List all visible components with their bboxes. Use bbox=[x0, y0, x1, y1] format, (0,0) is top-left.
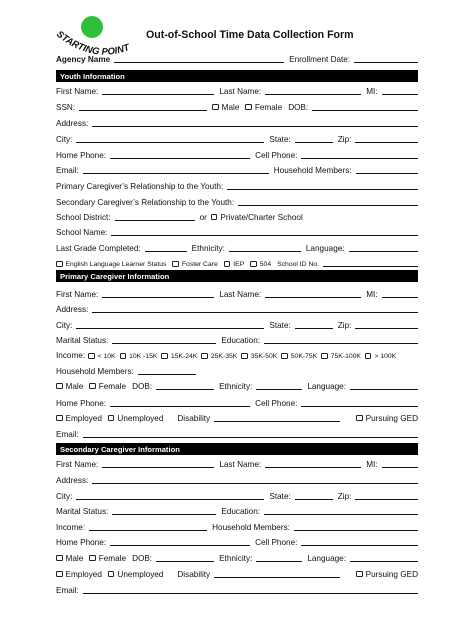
primary-household-members-field[interactable] bbox=[138, 366, 196, 375]
secondary-address-row bbox=[56, 473, 418, 485]
youth-phone-row bbox=[56, 148, 418, 160]
primary-caregiver-header: Primary Caregiver Information bbox=[56, 270, 418, 282]
foster-care-label: Foster Care bbox=[181, 260, 218, 268]
household-members-label: Household Members: bbox=[56, 367, 134, 376]
grade-row bbox=[56, 241, 418, 253]
unemployed-label: Unemployed bbox=[117, 570, 164, 579]
last-name-label: Last Name: bbox=[219, 290, 262, 299]
or-label: or bbox=[199, 213, 207, 222]
city-label: City: bbox=[56, 492, 73, 501]
secondary-home-phone-field[interactable] bbox=[110, 537, 250, 546]
primary-zip-field[interactable] bbox=[355, 320, 418, 329]
education-label: Education: bbox=[221, 507, 261, 516]
income-option[interactable] bbox=[201, 353, 237, 361]
secondary-mi-field[interactable] bbox=[382, 459, 418, 468]
ethnicity-label: Ethnicity: bbox=[219, 382, 253, 391]
pursuing-ged-label: Pursuing GED bbox=[365, 570, 418, 579]
primary-home-phone-field[interactable] bbox=[110, 398, 250, 407]
last-name-label: Last Name: bbox=[219, 460, 262, 469]
youth-home-phone-field[interactable] bbox=[110, 150, 250, 159]
income-option[interactable] bbox=[161, 353, 197, 361]
email-label: Email: bbox=[56, 166, 79, 175]
private-charter-checkbox[interactable] bbox=[211, 214, 218, 221]
secondary-marital-status-field[interactable] bbox=[112, 506, 216, 515]
secondary-email-field[interactable] bbox=[83, 585, 418, 594]
youth-city-row bbox=[56, 132, 418, 144]
secondary-state-field[interactable] bbox=[295, 491, 333, 500]
first-name-label: First Name: bbox=[56, 290, 99, 299]
secondary-zip-field[interactable] bbox=[355, 491, 418, 500]
zip-label: Zip: bbox=[337, 321, 352, 330]
secondary-income-row bbox=[56, 520, 418, 532]
school-district-field[interactable] bbox=[115, 212, 195, 221]
cell-phone-label: Cell Phone: bbox=[255, 538, 298, 547]
primary-name-row bbox=[56, 287, 418, 299]
ell-label: English Language Learner Status bbox=[65, 260, 167, 268]
dob-label: DOB: bbox=[132, 382, 153, 391]
zip-label: Zip: bbox=[337, 135, 352, 144]
agency-name-label: Agency Name bbox=[56, 55, 111, 64]
secondary-household-members-field[interactable] bbox=[294, 522, 418, 531]
primary-cell-phone-field[interactable] bbox=[301, 398, 418, 407]
zip-label: Zip: bbox=[337, 492, 352, 501]
income-option-label: < 10K bbox=[97, 352, 116, 360]
youth-email-field[interactable] bbox=[83, 165, 269, 174]
primary-email-field[interactable] bbox=[83, 429, 418, 438]
income-label: Income: bbox=[56, 523, 86, 532]
primary-phone-row bbox=[56, 396, 418, 408]
mi-label: MI: bbox=[366, 290, 378, 299]
male-checkbox[interactable] bbox=[56, 383, 63, 390]
language-label: Language: bbox=[307, 382, 347, 391]
school-id-field[interactable] bbox=[323, 258, 418, 267]
mi-label: MI: bbox=[366, 460, 378, 469]
primary-first-name-field[interactable] bbox=[102, 289, 214, 298]
primary-employment-row bbox=[56, 411, 418, 423]
primary-address-row bbox=[56, 302, 418, 314]
primary-relationship-label: Primary Caregiver’s Relationship to the Youth: bbox=[56, 182, 224, 191]
dob-label: DOB: bbox=[288, 103, 309, 112]
male-label: Male bbox=[65, 554, 84, 563]
income-option-label: 10K -15K bbox=[129, 352, 158, 360]
youth-cell-phone-field[interactable] bbox=[301, 150, 418, 159]
state-label: State: bbox=[269, 135, 291, 144]
primary-address-field[interactable] bbox=[92, 304, 418, 313]
income-option[interactable] bbox=[88, 353, 115, 361]
youth-city-field[interactable] bbox=[76, 134, 264, 143]
secondary-language-field[interactable] bbox=[350, 553, 418, 562]
language-label: Language: bbox=[305, 244, 345, 253]
city-label: City: bbox=[56, 321, 73, 330]
cell-phone-label: Cell Phone: bbox=[255, 399, 298, 408]
secondary-employment-row bbox=[56, 567, 418, 579]
income-checkbox[interactable] bbox=[365, 353, 372, 360]
youth-address-row bbox=[56, 116, 418, 128]
income-option-label: 35K-50K bbox=[250, 352, 278, 360]
employed-checkbox[interactable] bbox=[56, 571, 63, 578]
income-options bbox=[88, 353, 400, 361]
secondary-relationship-row bbox=[56, 195, 418, 207]
employed-checkbox[interactable] bbox=[56, 415, 63, 422]
primary-city-row bbox=[56, 318, 418, 330]
form-title: Out-of-School Time Data Collection Form bbox=[146, 29, 354, 41]
primary-relationship-row bbox=[56, 179, 418, 191]
disability-label: Disability bbox=[177, 570, 211, 579]
logo-green-circle bbox=[81, 16, 103, 38]
ethnicity-label: Ethnicity: bbox=[219, 554, 253, 563]
income-option-label: 25K-35K bbox=[210, 352, 238, 360]
female-label: Female bbox=[254, 103, 283, 112]
income-option-label: 15K-24K bbox=[170, 352, 198, 360]
agency-row bbox=[56, 52, 418, 64]
youth-ssn-field[interactable] bbox=[79, 102, 207, 111]
secondary-disability-field[interactable] bbox=[214, 569, 340, 578]
youth-name-row bbox=[56, 84, 418, 96]
pursuing-ged-label: Pursuing GED bbox=[365, 414, 418, 423]
primary-email-row bbox=[56, 427, 418, 439]
youth-state-field[interactable] bbox=[295, 134, 333, 143]
youth-dob-field[interactable] bbox=[312, 102, 418, 111]
agency-name-field[interactable] bbox=[114, 54, 284, 63]
income-checkbox[interactable] bbox=[241, 353, 248, 360]
income-checkbox[interactable] bbox=[161, 353, 168, 360]
income-checkbox[interactable] bbox=[321, 353, 328, 360]
school-name-label: School Name: bbox=[56, 228, 108, 237]
primary-last-name-field[interactable] bbox=[265, 289, 361, 298]
employed-label: Employed bbox=[65, 414, 102, 423]
primary-dob-field[interactable] bbox=[156, 381, 214, 390]
female-checkbox[interactable] bbox=[89, 383, 96, 390]
income-option-label: > 100K bbox=[374, 352, 397, 360]
female-checkbox[interactable] bbox=[245, 104, 252, 111]
youth-zip-field[interactable] bbox=[355, 134, 418, 143]
primary-income-row bbox=[56, 348, 418, 360]
male-label: Male bbox=[221, 103, 240, 112]
secondary-cell-phone-field[interactable] bbox=[301, 537, 418, 546]
income-option[interactable] bbox=[120, 353, 158, 361]
foster-care-checkbox[interactable] bbox=[172, 261, 179, 268]
home-phone-label: Home Phone: bbox=[56, 399, 107, 408]
secondary-city-row bbox=[56, 489, 418, 501]
pursuing-ged-checkbox[interactable] bbox=[356, 415, 363, 422]
male-checkbox[interactable] bbox=[56, 555, 63, 562]
ell-checkbox[interactable] bbox=[56, 261, 63, 268]
youth-status-row bbox=[56, 256, 418, 268]
household-members-label: Household Members: bbox=[212, 523, 290, 532]
private-charter-label: Private/Charter School bbox=[220, 213, 303, 222]
secondary-first-name-field[interactable] bbox=[102, 459, 214, 468]
youth-ssn-row bbox=[56, 100, 418, 112]
youth-address-field[interactable] bbox=[92, 118, 418, 127]
primary-marital-row bbox=[56, 333, 418, 345]
primary-city-field[interactable] bbox=[76, 320, 264, 329]
504-label: 504 bbox=[259, 260, 272, 268]
secondary-city-field[interactable] bbox=[76, 491, 264, 500]
youth-household-members-field[interactable] bbox=[356, 165, 418, 174]
youth-first-name-field[interactable] bbox=[102, 86, 214, 95]
unemployed-checkbox[interactable] bbox=[108, 415, 115, 422]
youth-mi-field[interactable] bbox=[382, 86, 418, 95]
ssn-label: SSN: bbox=[56, 103, 76, 112]
secondary-education-field[interactable] bbox=[264, 506, 418, 515]
school-id-label: School ID No. bbox=[277, 261, 320, 268]
secondary-income-field[interactable] bbox=[89, 522, 207, 531]
email-label: Email: bbox=[56, 586, 79, 595]
secondary-address-field[interactable] bbox=[92, 475, 418, 484]
income-option[interactable] bbox=[281, 353, 317, 361]
secondary-email-row bbox=[56, 583, 418, 595]
ethnicity-label: Ethnicity: bbox=[191, 244, 225, 253]
primary-gender-row bbox=[56, 379, 418, 391]
last-grade-field[interactable] bbox=[145, 243, 187, 252]
last-grade-label: Last Grade Completed: bbox=[56, 244, 141, 253]
enrollment-date-field[interactable] bbox=[354, 54, 418, 63]
primary-relationship-field[interactable] bbox=[227, 181, 418, 190]
income-checkbox[interactable] bbox=[88, 353, 95, 360]
youth-ethnicity-field[interactable] bbox=[229, 243, 301, 252]
language-label: Language: bbox=[307, 554, 347, 563]
household-members-label: Household Members: bbox=[273, 166, 352, 175]
youth-language-field[interactable] bbox=[349, 243, 418, 252]
mi-label: MI: bbox=[366, 87, 378, 96]
school-name-field[interactable] bbox=[111, 227, 418, 236]
primary-mi-field[interactable] bbox=[382, 289, 418, 298]
secondary-relationship-label: Secondary Caregiver’s Relationship to the Youth: bbox=[56, 198, 235, 207]
secondary-ethnicity-field[interactable] bbox=[256, 553, 302, 562]
male-label: Male bbox=[65, 382, 84, 391]
income-option[interactable] bbox=[321, 353, 361, 361]
primary-household-row bbox=[56, 364, 418, 376]
secondary-gender-row bbox=[56, 551, 418, 563]
email-label: Email: bbox=[56, 430, 79, 439]
address-label: Address: bbox=[56, 305, 89, 314]
primary-disability-field[interactable] bbox=[214, 413, 340, 422]
income-option[interactable] bbox=[241, 353, 277, 361]
income-label: Income: bbox=[56, 351, 86, 360]
iep-checkbox[interactable] bbox=[224, 261, 231, 268]
secondary-dob-field[interactable] bbox=[156, 553, 214, 562]
youth-info-header: Youth Information bbox=[56, 70, 418, 82]
504-checkbox[interactable] bbox=[250, 261, 257, 268]
secondary-name-row bbox=[56, 457, 418, 469]
primary-ethnicity-field[interactable] bbox=[256, 381, 302, 390]
school-district-row bbox=[56, 210, 418, 222]
address-label: Address: bbox=[56, 119, 89, 128]
secondary-caregiver-header: Secondary Caregiver Information bbox=[56, 443, 418, 455]
secondary-last-name-field[interactable] bbox=[265, 459, 361, 468]
youth-last-name-field[interactable] bbox=[265, 86, 361, 95]
school-name-row bbox=[56, 225, 418, 237]
secondary-marital-row bbox=[56, 504, 418, 516]
primary-marital-status-field[interactable] bbox=[112, 335, 216, 344]
income-option-label: 75K-100K bbox=[330, 352, 361, 360]
address-label: Address: bbox=[56, 476, 89, 485]
employed-label: Employed bbox=[65, 570, 102, 579]
state-label: State: bbox=[269, 492, 291, 501]
first-name-label: First Name: bbox=[56, 87, 99, 96]
enrollment-date-label: Enrollment Date: bbox=[289, 55, 351, 64]
male-checkbox[interactable] bbox=[212, 104, 219, 111]
iep-label: IEP bbox=[233, 260, 245, 268]
youth-email-row bbox=[56, 163, 418, 175]
female-checkbox[interactable] bbox=[89, 555, 96, 562]
secondary-phone-row bbox=[56, 535, 418, 547]
state-label: State: bbox=[269, 321, 291, 330]
female-label: Female bbox=[98, 382, 127, 391]
income-checkbox[interactable] bbox=[120, 353, 127, 360]
first-name-label: First Name: bbox=[56, 460, 99, 469]
city-label: City: bbox=[56, 135, 73, 144]
income-checkbox[interactable] bbox=[281, 353, 288, 360]
female-label: Female bbox=[98, 554, 127, 563]
primary-state-field[interactable] bbox=[295, 320, 333, 329]
education-label: Education: bbox=[221, 336, 261, 345]
dob-label: DOB: bbox=[132, 554, 153, 563]
cell-phone-label: Cell Phone: bbox=[255, 151, 298, 160]
pursuing-ged-checkbox[interactable] bbox=[356, 571, 363, 578]
unemployed-label: Unemployed bbox=[117, 414, 164, 423]
last-name-label: Last Name: bbox=[219, 87, 262, 96]
disability-label: Disability bbox=[177, 414, 211, 423]
marital-status-label: Marital Status: bbox=[56, 507, 109, 516]
home-phone-label: Home Phone: bbox=[56, 538, 107, 547]
primary-education-field[interactable] bbox=[264, 335, 418, 344]
income-option[interactable] bbox=[365, 353, 396, 361]
primary-language-field[interactable] bbox=[350, 381, 418, 390]
income-checkbox[interactable] bbox=[201, 353, 208, 360]
marital-status-label: Marital Status: bbox=[56, 336, 109, 345]
home-phone-label: Home Phone: bbox=[56, 151, 107, 160]
unemployed-checkbox[interactable] bbox=[108, 571, 115, 578]
logo-text: STARTING POINT bbox=[54, 28, 131, 58]
secondary-relationship-field[interactable] bbox=[238, 197, 418, 206]
income-option-label: 50K-75K bbox=[290, 352, 318, 360]
school-district-label: School District: bbox=[56, 213, 111, 222]
